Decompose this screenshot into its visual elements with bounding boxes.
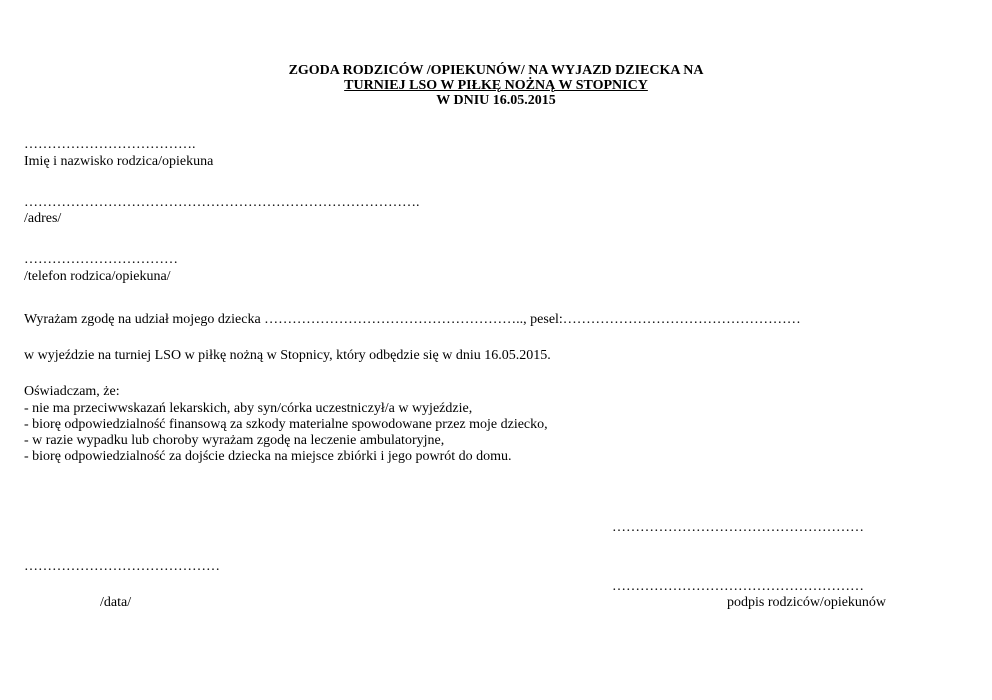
date-label: /data/: [100, 595, 132, 610]
document-title-event: TURNIEJ LSO W PIŁKĘ NOŻNĄ W STOPNICY: [344, 78, 648, 93]
parent-name-label: Imię i nazwisko rodzica/opiekuna: [24, 154, 214, 169]
phone-field[interactable]: ……………………………: [24, 252, 178, 267]
document-title-date: W DNIU 16.05.2015: [436, 93, 556, 108]
date-field[interactable]: ……………………………………: [24, 559, 220, 574]
parents-signature-label: podpis rodziców/opiekunów: [727, 595, 887, 610]
phone-label: /telefon rodzica/opiekuna/: [24, 269, 171, 284]
signature-line-2[interactable]: ………………………………………………: [612, 579, 864, 594]
parent-name-field[interactable]: ……………………………….: [24, 137, 196, 152]
declaration-item: - biorę odpowiedzialność za dojście dziecka na miejsce zbiórki i jego powrót do domu.: [24, 449, 512, 464]
document-title-line-1: ZGODA RODZICÓW /OPIEKUNÓW/ NA WYJAZD DZIECKA NA: [288, 63, 704, 78]
signature-line-1[interactable]: ………………………………………………: [612, 520, 864, 535]
declaration-item: - w razie wypadku lub choroby wyrażam zgodę na leczenie ambulatoryjne,: [24, 433, 445, 448]
document-title-line-2: [0, 78, 992, 93]
address-label: /adres/: [24, 211, 62, 226]
declaration-intro: Oświadczam, że:: [24, 384, 120, 399]
consent-line[interactable]: Wyrażam zgodę na udział mojego dziecka ……………………………………………….., pesel:……………………………………………: [24, 312, 801, 327]
trip-info-line: w wyjeździe na turniej LSO w piłkę nożną w Stopnicy, który odbędzie się w dniu 16.05.2015.: [24, 348, 551, 363]
declaration-item: - biorę odpowiedzialność finansową za szkody materialne spowodowane przez moje dziecko,: [24, 417, 548, 432]
declaration-item: - nie ma przeciwwskazań lekarskich, aby syn/córka uczestniczył/a w wyjeździe,: [24, 401, 473, 416]
address-field[interactable]: ………………………………………………………………………….: [24, 195, 420, 210]
